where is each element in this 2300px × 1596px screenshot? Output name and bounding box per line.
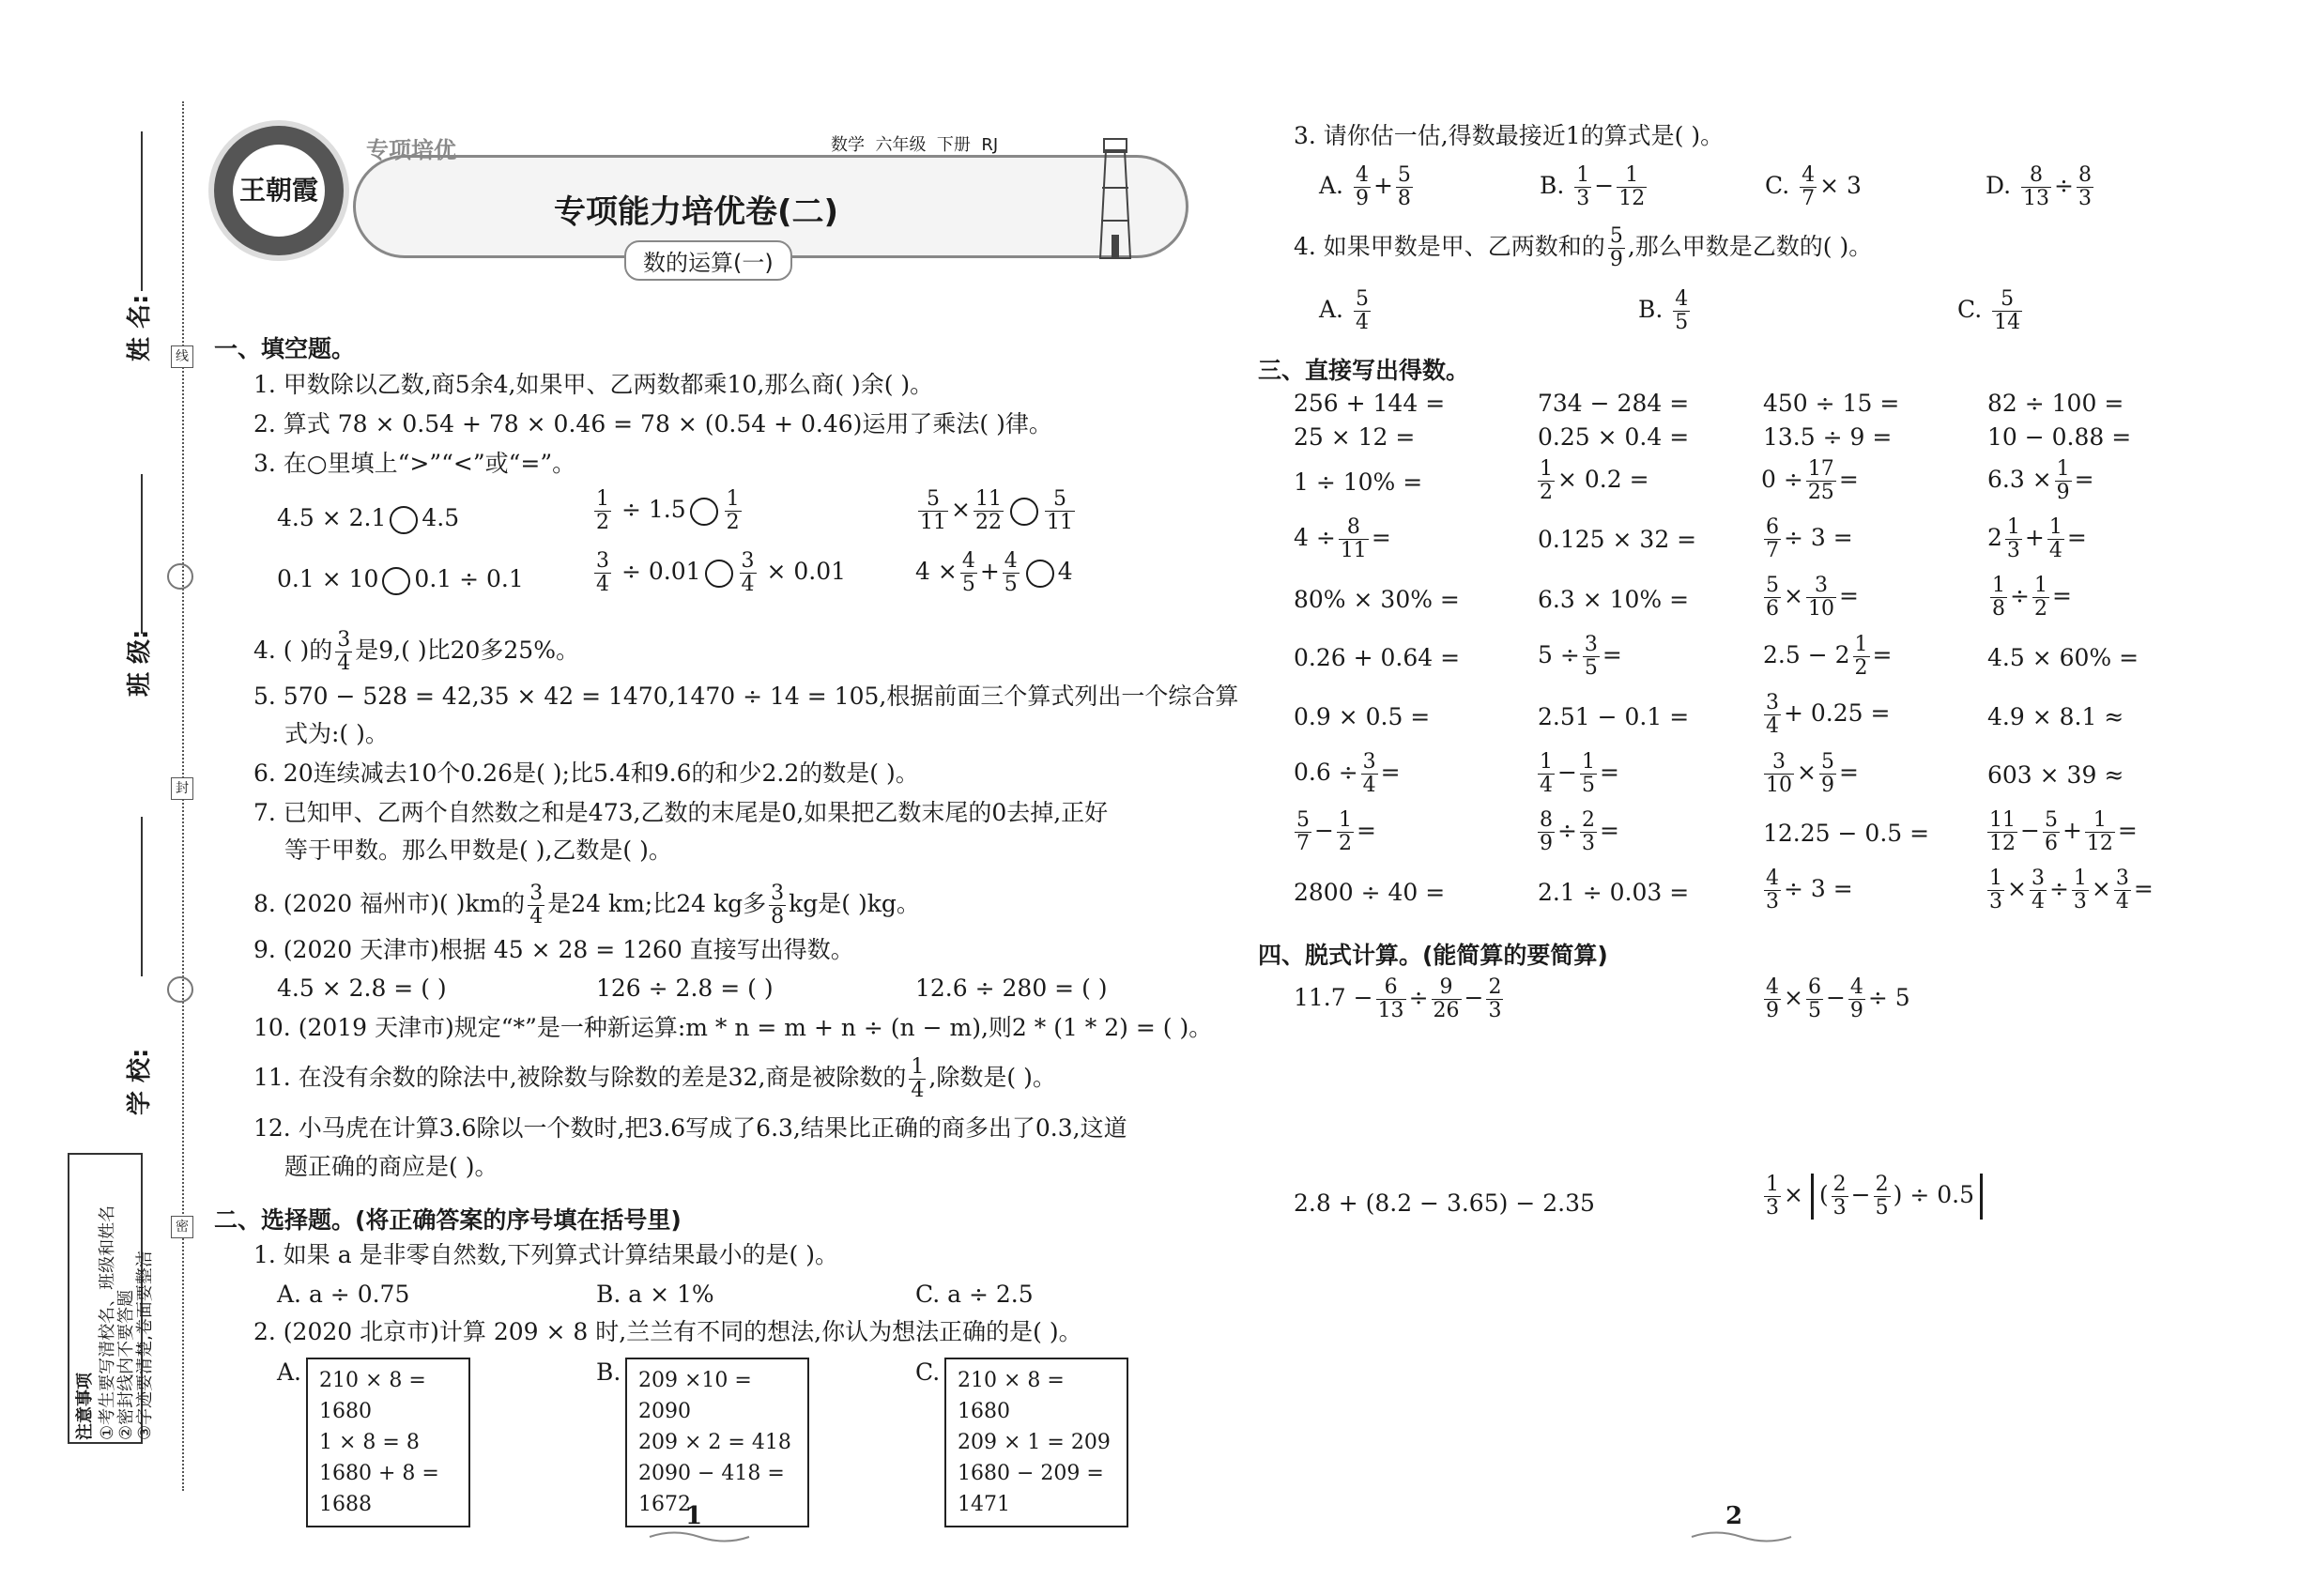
direct-item: 6.3 × $\frac{1}{9}$ = [1987, 457, 2094, 504]
notice-item-3: ③字迹要清楚,卷面要整洁 [135, 1251, 155, 1440]
compare-4 [277, 563, 524, 595]
fill-q10: 10. (2019 天津市)规定“*”是一种新运算:m * n = m + n ÷ (n − m),则2 * (1 * 2) = ( )。 [253, 1014, 1213, 1041]
page-number-left: 1 [685, 1502, 703, 1530]
direct-item: 12.25 − 0.5 = [1763, 820, 1930, 847]
cut-mark-seal: 封 [171, 777, 193, 800]
direct-item: 4.9 × 8.1 ≈ [1987, 703, 2124, 730]
direct-item: 0.6 ÷ $\frac{3}{4}$ = [1294, 750, 1401, 797]
fraction: $\frac{4}{7}$ [1802, 163, 1816, 210]
compare-circle[interactable] [390, 506, 418, 534]
fill-q8-part3: kg是( )kg。 [789, 890, 920, 917]
direct-item: 0 ÷ $\frac{17}{25}$ = [1761, 457, 1859, 504]
direct-item: 0.9 × 0.5 = [1294, 703, 1431, 730]
school-label: 学 校: [126, 1048, 154, 1115]
fraction: $\frac{1}{12}$ [2086, 808, 2113, 855]
fill-q4-part1: 4. ( )的 [253, 637, 333, 664]
fraction: $\frac{5}{11}$ [920, 487, 946, 534]
section-choice-title: 二、选择题。(将正确答案的序号填在括号里) [214, 1206, 682, 1234]
box-line: 2090 − 418 = 1672 [638, 1462, 785, 1516]
fraction: $\frac{6}{13}$ [1377, 975, 1404, 1022]
fraction: $\frac{3}{5}$ [1584, 633, 1598, 680]
direct-item: 25 × 12 = [1294, 423, 1416, 451]
choice-q1-c[interactable]: C. a ÷ 2.5 [915, 1281, 1034, 1308]
fill-q9-a: 4.5 × 2.8 = ( ) [277, 974, 447, 1002]
choice-q3-c[interactable]: C. $\frac{4}{7}$ × 3 [1765, 163, 1862, 210]
fill-q9-b: 126 ÷ 2.8 = ( ) [596, 974, 774, 1002]
fraction: $\frac{4}{3}$ [1766, 867, 1779, 913]
notice-box [68, 1153, 155, 1444]
fill-q12: 12. 小马虎在计算3.6除以一个数时,把3.6写成了6.3,结果比正确的商多出了0.3,这道 [253, 1114, 1127, 1142]
box-line: 1680 − 209 = 1471 [958, 1462, 1104, 1516]
choice-q3-d[interactable]: D. $\frac{8}{13}$ ÷ $\frac{8}{3}$ [1986, 163, 2092, 210]
fraction: $\frac{1}{3}$ [1766, 1173, 1779, 1220]
fraction: $\frac{3}{4}$ [741, 549, 755, 596]
fill-q11 [253, 1056, 1056, 1102]
fill-q5-line2: 式为:( )。 [284, 720, 389, 747]
fill-q4-part2: 是9,( )比20多25%。 [355, 637, 579, 664]
class-write-line [141, 474, 143, 634]
fraction: $\frac{3}{4}$ [529, 882, 544, 928]
fraction: $\frac{1}{2}$ [1540, 457, 1553, 504]
compare-circle[interactable] [1010, 498, 1038, 526]
direct-item: 0.125 × 32 = [1538, 526, 1697, 553]
fraction: $\frac{5}{6}$ [1766, 574, 1779, 621]
direct-item: 2 $\frac{1}{3}$ + $\frac{1}{4}$ = [1987, 515, 2087, 562]
notice-item-2: ②密封线内不要答题 [116, 1289, 136, 1440]
box-line: 209 × 1 = 209 [958, 1431, 1111, 1454]
fraction: $\frac{3}{4}$ [337, 628, 351, 675]
direct-item: 6.3 × 10% = [1538, 586, 1690, 613]
calc-item: $\frac{1}{3}$ × ( $\frac{2}{3}$ − $\frac{2}{5}$ ) ÷ 0.5 [1761, 1174, 1983, 1220]
page-ornament-right [1690, 1528, 1793, 1545]
fraction: $\frac{11}{12}$ [1989, 808, 2016, 855]
page-number-right: 2 [1725, 1502, 1743, 1530]
fill-q7: 7. 已知甲、乙两个自然数之和是473,乙数的末尾是0,如果把乙数末尾的0去掉,正好 [253, 799, 1109, 826]
choice-q1-b[interactable]: B. a × 1% [596, 1281, 714, 1308]
choice-q2-label-b[interactable]: B. [596, 1358, 621, 1386]
fraction: $\frac{5}{14}$ [1994, 287, 2021, 334]
fraction: $\frac{17}{25}$ [1807, 457, 1834, 504]
fill-q3: 3. 在○里填上“>”“<”或“=”。 [253, 450, 576, 477]
compare-circle[interactable] [690, 498, 718, 526]
compare-circle[interactable] [1026, 560, 1054, 588]
direct-item: 2.1 ÷ 0.03 = [1538, 879, 1690, 906]
fill-q7-line2: 等于甲数。那么甲数是( ),乙数是( )。 [284, 836, 672, 864]
direct-item: 1 ÷ 10% = [1294, 468, 1423, 496]
name-label: 姓 名: [126, 294, 154, 361]
direct-item: 256 + 144 = [1294, 390, 1446, 417]
fill-q9-c: 12.6 ÷ 280 = ( ) [915, 974, 1108, 1002]
direct-item: 2.5 − 2 $\frac{1}{2}$ = [1763, 633, 1893, 680]
choice-q4-a[interactable]: A. $\frac{5}{4}$ [1319, 287, 1369, 334]
fraction: $\frac{4}{5}$ [961, 549, 975, 596]
compare-4-right: 0.1 ÷ 0.1 [414, 565, 524, 592]
fraction: $\frac{1}{4}$ [2048, 515, 2062, 562]
direct-item: $\frac{1}{8}$ ÷ $\frac{1}{2}$ = [1992, 574, 2072, 621]
choice-q2-label-c[interactable]: C. [915, 1358, 941, 1386]
box-line: 1 × 8 = 8 [319, 1431, 420, 1454]
fraction: $\frac{1}{2}$ [1854, 633, 1868, 680]
fraction: $\frac{6}{7}$ [1766, 515, 1779, 562]
brand-name: 王朝霞 [233, 145, 325, 237]
fraction: $\frac{3}{10}$ [1807, 574, 1834, 621]
choice-q1-a[interactable]: A. a ÷ 0.75 [277, 1281, 410, 1308]
direct-item: 734 − 284 = [1538, 390, 1690, 417]
fill-q6: 6. 20连续减去10个0.26是( );比5.4和9.6的和少2.2的数是( )。 [253, 760, 919, 787]
page-title: 专项能力培优卷(二) [554, 193, 839, 231]
fraction: $\frac{3}{8}$ [771, 882, 785, 928]
fill-q11-part1: 11. 在没有余数的除法中,被除数与除数的差是32,商是被除数的 [253, 1064, 907, 1091]
compare-6: 4 × $\frac{4}{5}$ + $\frac{4}{5}$ 4 [915, 549, 1073, 596]
choice-q4-c[interactable]: C. $\frac{5}{14}$ [1957, 287, 2021, 334]
fraction: $\frac{8}{11}$ [1340, 515, 1367, 562]
school-write-line [141, 817, 143, 976]
class-label: 班 级: [126, 629, 154, 697]
direct-item: $\frac{1}{3}$ × $\frac{3}{4}$ ÷ $\frac{1}{3}$ × $\frac{3}{4}$ = [1989, 867, 2154, 913]
box-line: 209 ×10 = 2090 [638, 1369, 752, 1423]
fraction: $\frac{1}{3}$ [2006, 515, 2020, 562]
direct-item: 4.5 × 60% = [1987, 644, 2139, 671]
direct-item: 0.25 × 0.4 = [1538, 423, 1690, 451]
fraction: $\frac{2}{3}$ [1832, 1173, 1847, 1220]
box-line: 210 × 8 = 1680 [319, 1369, 426, 1423]
fill-q5: 5. 570 − 528 = 42,35 × 42 = 1470,1470 ÷ 14 = 105,根据前面三个算式列出一个综合算 [253, 683, 1239, 710]
fill-q11-part2: ,除数是( )。 [928, 1064, 1056, 1091]
direct-item: 450 ÷ 15 = [1763, 390, 1900, 417]
section-fill-title: 一、填空题。 [214, 335, 356, 362]
calc-item: 11.7 − $\frac{6}{13}$ ÷ $\frac{9}{26}$ − $\frac{2}{3}$ [1294, 975, 1502, 1022]
compare-1-right: 4.5 [422, 504, 460, 531]
fraction: $\frac{6}{5}$ [1807, 975, 1821, 1022]
choice-q2-box-b[interactable] [625, 1358, 809, 1527]
direct-item: 0.26 + 0.64 = [1294, 644, 1461, 671]
direct-item: 10 − 0.88 = [1987, 423, 2132, 451]
fill-q1: 1. 甲数除以乙数,商5余4,如果甲、乙两数都乘10,那么商( )余( )。 [253, 371, 934, 398]
choice-q3-b[interactable]: B. $\frac{1}{3}$ − $\frac{1}{12}$ [1540, 163, 1646, 210]
fraction: $\frac{3}{4}$ [2115, 867, 2129, 913]
calc-item: $\frac{4}{9}$ × $\frac{6}{5}$ − $\frac{4}{9}$ ÷ 5 [1766, 975, 1910, 1022]
direct-item: 4 ÷ $\frac{8}{11}$ = [1294, 515, 1391, 562]
fraction: $\frac{5}{7}$ [1296, 808, 1310, 855]
fraction: $\frac{8}{9}$ [1540, 808, 1553, 855]
fraction: $\frac{11}{22}$ [974, 487, 1002, 534]
fill-q2: 2. 算式 78 × 0.54 + 78 × 0.46 = 78 × (0.54 + 0.46)运用了乘法( )律。 [253, 410, 1052, 437]
choice-q3: 3. 请你估一估,得数最接近1的算式是( )。 [1294, 122, 1725, 149]
choice-q2-label-a[interactable]: A. [277, 1358, 302, 1386]
choice-q4-part1: 4. 如果甲数是甲、乙两数和的 [1294, 233, 1605, 260]
direct-item: 13.5 ÷ 9 = [1763, 423, 1893, 451]
direct-item: 82 ÷ 100 = [1987, 390, 2124, 417]
notice-title: 注意事项 [75, 1373, 95, 1440]
series-tag: 专项培优 [366, 137, 456, 163]
box-line: 209 × 2 = 418 [638, 1431, 791, 1454]
section-direct-title: 三、直接写出得数。 [1258, 357, 1470, 384]
fraction: $\frac{1}{2}$ [596, 487, 609, 534]
direct-item: $\frac{4}{3}$ ÷ 3 = [1766, 867, 1853, 913]
compare-3: $\frac{5}{11}$ × $\frac{11}{22}$ $\frac{5}{11}$ [920, 487, 1073, 534]
compare-circle[interactable] [382, 567, 410, 595]
fill-q4 [253, 629, 579, 675]
direct-item: $\frac{6}{7}$ ÷ 3 = [1766, 515, 1853, 562]
fraction: $\frac{1}{2}$ [1338, 808, 1352, 855]
direct-item: $\frac{5}{6}$ × $\frac{3}{10}$ = [1766, 574, 1859, 621]
choice-q3-a[interactable]: A. $\frac{4}{9}$ + $\frac{5}{8}$ [1319, 163, 1411, 210]
calc-item: 2.8 + (8.2 − 3.65) − 2.35 [1294, 1189, 1595, 1217]
choice-q4 [1294, 225, 1872, 271]
direct-item: 603 × 39 ≈ [1987, 761, 2124, 789]
direct-item: $\frac{8}{9}$ ÷ $\frac{2}{3}$ = [1540, 808, 1619, 855]
fraction: $\frac{3}{4}$ [2031, 867, 2045, 913]
direct-item: $\frac{5}{7}$ − $\frac{1}{2}$ = [1296, 808, 1376, 855]
choice-q2-box-a[interactable] [306, 1358, 470, 1527]
fraction: $\frac{1}{3}$ [2073, 867, 2087, 913]
notice-item-1: ①考生要写清校名、班级和姓名 [98, 1205, 117, 1440]
direct-item: 2.51 − 0.1 = [1538, 703, 1690, 730]
fraction: $\frac{5}{4}$ [1355, 287, 1369, 334]
direct-item: $\frac{3}{4}$ + 0.25 = [1766, 691, 1891, 738]
fraction: $\frac{3}{4}$ [596, 549, 609, 596]
fraction: $\frac{5}{8}$ [1397, 163, 1411, 210]
choice-q2-box-c[interactable] [944, 1358, 1128, 1527]
name-write-line [141, 131, 143, 291]
page-ornament-left [648, 1528, 751, 1545]
compare-circle[interactable] [705, 560, 733, 588]
cut-mark-secret: 密 [171, 1216, 193, 1238]
direct-item: $\frac{11}{12}$ − $\frac{5}{6}$ + $\frac{1}{12}$ = [1989, 808, 2138, 855]
direct-item: 80% × 30% = [1294, 586, 1460, 613]
direct-item: $\frac{3}{10}$ × $\frac{5}{9}$ = [1766, 750, 1859, 797]
book-meta: 数学 六年级 下册 RJ [831, 135, 999, 155]
binding-hole-2 [167, 976, 193, 1003]
fill-q8-part1: 8. (2020 福州市)( )km的 [253, 890, 526, 917]
direct-item: $\frac{1}{4}$ − $\frac{1}{5}$ = [1540, 750, 1619, 797]
lighthouse-icon [1089, 131, 1142, 263]
fraction: $\frac{4}{5}$ [1004, 549, 1018, 596]
fraction: $\frac{5}{11}$ [1046, 487, 1073, 534]
fill-q12-line2: 题正确的商应是( )。 [284, 1153, 498, 1180]
compare-5: $\frac{3}{4}$ ÷ 0.01 $\frac{3}{4}$ × 0.01 [596, 549, 847, 596]
fraction: $\frac{1}{2}$ [2033, 574, 2047, 621]
square-bracket: ( $\frac{2}{3}$ − $\frac{2}{5}$ ) ÷ 0.5 [1811, 1174, 1983, 1220]
fraction: $\frac{1}{4}$ [911, 1055, 925, 1102]
fraction: $\frac{1}{12}$ [1618, 163, 1646, 210]
direct-item: 5 ÷ $\frac{3}{5}$ = [1538, 633, 1622, 680]
fraction: $\frac{4}{9}$ [1766, 975, 1779, 1022]
fraction: $\frac{8}{3}$ [2078, 163, 2092, 210]
box-line: 1680 + 8 = 1688 [319, 1462, 439, 1516]
section-calc-title: 四、脱式计算。(能简算的要简算) [1258, 942, 1608, 969]
page-subtitle: 数的运算(一) [624, 240, 792, 281]
fraction: $\frac{3}{4}$ [1362, 750, 1376, 797]
fraction: $\frac{5}{6}$ [2044, 808, 2058, 855]
fraction: $\frac{5}{9}$ [1609, 224, 1623, 271]
choice-q4-b[interactable]: B. $\frac{4}{5}$ [1638, 287, 1689, 334]
fraction: $\frac{4}{9}$ [1849, 975, 1863, 1022]
fraction: $\frac{5}{9}$ [1820, 750, 1834, 797]
compare-2: $\frac{1}{2}$ ÷ 1.5 $\frac{1}{2}$ [596, 487, 740, 534]
fraction: $\frac{3}{10}$ [1766, 750, 1792, 797]
fraction: $\frac{4}{5}$ [1675, 287, 1689, 334]
direct-item: $\frac{1}{2}$ × 0.2 = [1540, 457, 1649, 504]
fill-q9: 9. (2020 天津市)根据 45 × 28 = 1260 直接写出得数。 [253, 936, 854, 963]
fraction: $\frac{1}{2}$ [726, 487, 740, 534]
brand-logo [208, 120, 349, 261]
box-line: 210 × 8 = 1680 [958, 1369, 1065, 1423]
fraction: $\frac{2}{3}$ [1581, 808, 1595, 855]
choice-q1: 1. 如果 a 是非零自然数,下列算式计算结果最小的是( )。 [253, 1241, 838, 1268]
compare-1 [277, 502, 459, 534]
fill-q8 [253, 882, 920, 928]
fraction: $\frac{1}{4}$ [1540, 750, 1553, 797]
direct-item: 2800 ÷ 40 = [1294, 879, 1446, 906]
choice-q2: 2. (2020 北京市)计算 209 × 8 时,兰兰有不同的想法,你认为想法正确的是( )。 [253, 1318, 1082, 1345]
fraction: $\frac{9}{26}$ [1433, 975, 1460, 1022]
fraction: $\frac{2}{3}$ [1488, 975, 1502, 1022]
fraction: $\frac{2}{5}$ [1875, 1173, 1889, 1220]
compare-4-left: 0.1 × 10 [277, 565, 379, 592]
compare-1-left: 4.5 × 2.1 [277, 504, 387, 531]
fraction: $\frac{1}{5}$ [1581, 750, 1595, 797]
fraction: $\frac{4}{9}$ [1355, 163, 1369, 210]
fraction: $\frac{3}{4}$ [1766, 691, 1779, 738]
fraction: $\frac{1}{9}$ [2056, 457, 2070, 504]
fraction: $\frac{1}{8}$ [1992, 574, 2005, 621]
binding-hole-1 [167, 563, 193, 590]
fraction: $\frac{1}{3}$ [1989, 867, 2002, 913]
cut-mark-line: 线 [171, 345, 193, 368]
fill-q8-part2: 是24 km;比24 kg多 [547, 890, 767, 917]
fraction: $\frac{1}{3}$ [1576, 163, 1590, 210]
fraction: $\frac{8}{13}$ [2023, 163, 2050, 210]
choice-q4-part2: ,那么甲数是乙数的( )。 [1627, 233, 1873, 260]
